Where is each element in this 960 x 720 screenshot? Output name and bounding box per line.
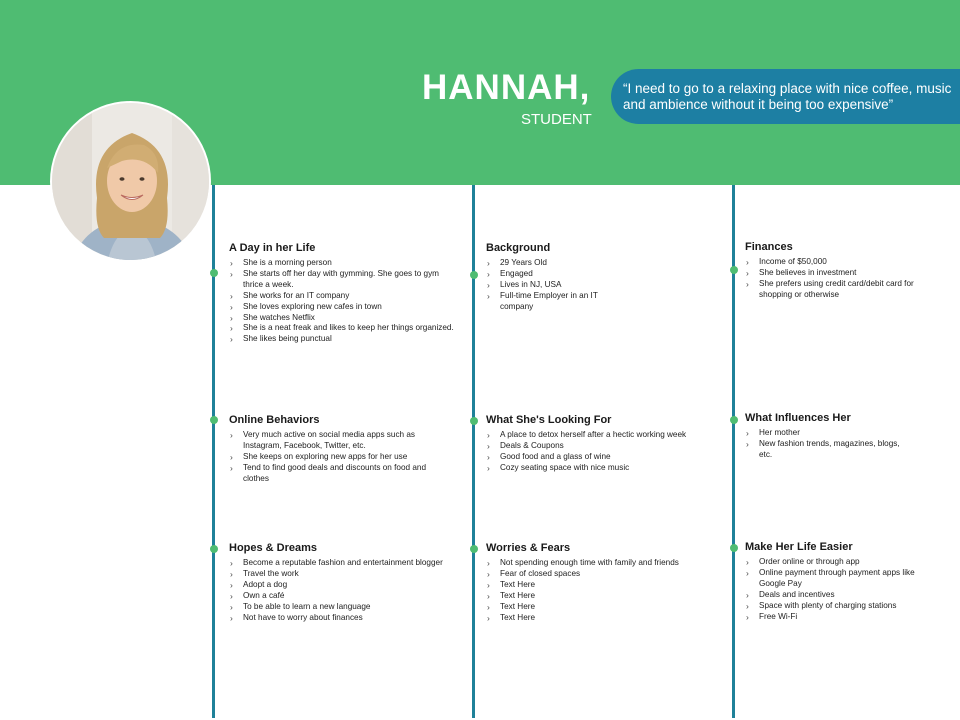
timeline-line-1 <box>212 185 215 718</box>
timeline-dot <box>730 416 738 424</box>
persona-name: HANNAH, <box>422 68 591 107</box>
list-item: › Tend to find good deals and discounts on food and clothes <box>229 463 439 485</box>
section-background <box>486 242 711 313</box>
list-item: › She starts off her day with gymming. She goes to gym thrice a week. <box>229 269 454 291</box>
list-item: › She prefers using credit card/debit card for shopping or otherwise <box>745 279 935 301</box>
list-item: › She is a neat freak and likes to keep her things organized. <box>229 323 454 334</box>
list-item: › 29 Years Old <box>486 258 711 269</box>
list-item: › She works for an IT company <box>229 291 454 302</box>
list-item: › Engaged <box>486 269 711 280</box>
section-list <box>229 558 454 623</box>
list-item: › New fashion trends, magazines, blogs, etc. <box>745 439 905 461</box>
list-item: › She watches Netflix <box>229 313 454 324</box>
section-hopes-dreams <box>229 542 454 623</box>
list-item: › Own a café <box>229 591 454 602</box>
section-list <box>486 430 711 474</box>
list-item: › Income of $50,000 <box>745 257 960 268</box>
list-item: › Order online or through app <box>745 557 960 568</box>
list-item: › Very much active on social media apps such as Instagram, Facebook, Twitter, etc. <box>229 430 439 452</box>
list-item: › Cozy seating space with nice music <box>486 463 711 474</box>
list-item: › She loves exploring new cafes in town <box>229 302 454 313</box>
section-title: Make Her Life Easier <box>745 541 853 553</box>
avatar-photo <box>52 103 211 262</box>
list-item: › Text Here <box>486 591 711 602</box>
section-title: Finances <box>745 241 793 253</box>
section-finances <box>745 241 960 301</box>
section-title: What Influences Her <box>745 412 851 424</box>
list-item: › She likes being punctual <box>229 334 454 345</box>
section-title: Background <box>486 242 551 254</box>
section-list <box>229 258 454 345</box>
list-item: › Free Wi-Fi <box>745 612 960 623</box>
timeline-dot <box>470 545 478 553</box>
section-list <box>229 430 454 485</box>
persona-role: STUDENT <box>521 111 592 128</box>
section-make-life-easier <box>745 541 960 622</box>
section-title: Hopes & Dreams <box>229 542 318 554</box>
section-title: A Day in her Life <box>229 242 316 254</box>
list-item: › Travel the work <box>229 569 454 580</box>
list-item: › Text Here <box>486 580 711 591</box>
persona-quote: “I need to go to a relaxing place with nice coffee, music and ambience without it being too expensive” <box>611 69 960 124</box>
section-list <box>745 428 960 461</box>
list-item: › Deals and incentives <box>745 590 960 601</box>
list-item: › She believes in investment <box>745 268 960 279</box>
list-item: › Deals & Coupons <box>486 441 711 452</box>
list-item: › She is a morning person <box>229 258 454 269</box>
list-item: › Text Here <box>486 613 711 624</box>
list-item: › She keeps on exploring new apps for her use <box>229 452 454 463</box>
timeline-dot <box>210 416 218 424</box>
section-list <box>745 257 960 301</box>
avatar <box>50 101 211 262</box>
list-item: › Online payment through payment apps like Google Pay <box>745 568 935 590</box>
list-item: › Not spending enough time with family and friends <box>486 558 686 569</box>
list-item: › Not have to worry about finances <box>229 613 454 624</box>
section-title: Online Behaviors <box>229 414 320 426</box>
list-item: › Become a reputable fashion and entertainment blogger <box>229 558 444 569</box>
section-title: Worries & Fears <box>486 542 571 554</box>
section-online-behaviors <box>229 414 454 485</box>
list-item: › Full-time Employer in an IT company <box>486 291 626 313</box>
timeline-dot <box>210 269 218 277</box>
list-item: › Adopt a dog <box>229 580 454 591</box>
timeline-line-2 <box>472 185 475 718</box>
list-item: › Good food and a glass of wine <box>486 452 711 463</box>
section-influences <box>745 412 960 461</box>
timeline-dot <box>730 266 738 274</box>
timeline-dot <box>730 544 738 552</box>
section-list <box>486 258 711 313</box>
timeline-dot <box>210 545 218 553</box>
section-title: What She's Looking For <box>486 414 612 426</box>
section-list <box>745 557 960 622</box>
timeline-dot <box>470 271 478 279</box>
timeline-dot <box>470 417 478 425</box>
section-worries-fears <box>486 542 711 623</box>
list-item: › A place to detox herself after a hectic working week <box>486 430 701 441</box>
list-item: › Her mother <box>745 428 960 439</box>
section-list <box>486 558 711 623</box>
list-item: › Lives in NJ, USA <box>486 280 711 291</box>
list-item: › Space with plenty of charging stations <box>745 601 960 612</box>
section-looking-for <box>486 414 711 474</box>
timeline-line-3 <box>732 185 735 718</box>
list-item: › Text Here <box>486 602 711 613</box>
list-item: › Fear of closed spaces <box>486 569 711 580</box>
section-day-in-life <box>229 242 454 345</box>
list-item: › To be able to learn a new language <box>229 602 454 613</box>
